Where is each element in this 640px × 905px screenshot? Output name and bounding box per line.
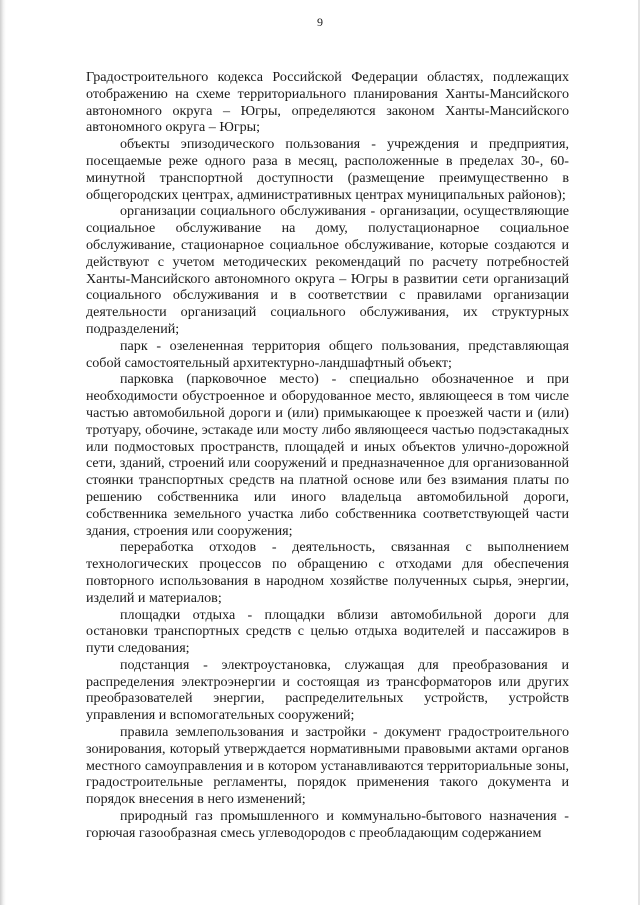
document-body [86, 69, 569, 842]
paragraph-1: Градостроительного кодекса Российской Федерации областях, подлежащих отображению на схеме территориального планирования Ханты-Мансийского автономного округа – Югры, определяются законом Ханты-Мансийского автономного округа – Югры; [86, 69, 569, 136]
paragraph-3: организации социального обслуживания - организации, осуществляющие социальное обслуживание на дому, полустационарное социальное обслуживание, стационарное социальное обслуживание, которые создаются и действуют с учетом методических рекомендаций по расчету потребностей Ханты-Мансийского автономного округа – Югры в развитии сети организаций социального обслуживания и в соответствии с правилами организации деятельности организаций социального обслуживания, их структурных подразделений; [86, 203, 569, 337]
paragraph-9: правила землепользования и застройки - документ градостроительного зонирования, который утверждается нормативными правовыми актами органов местного самоуправления и в котором устанавливаются территориальные зоны, градостроительные регламенты, порядок применения такого документа и порядок внесения в него изменений; [86, 724, 569, 808]
paragraph-5: парковка (парковочное место) - специально обозначенное и при необходимости обустроенное и оборудованное место, являющееся в том числе частью автомобильной дороги и (или) примыкающее к проезжей части и (или) тротуару, обочине, эстакаде или мосту либо являющееся частью подэстакадных или подмостовых пространств, площадей и иных объектов улично-дорожной сети, зданий, строений или сооружений и предназначенное для организованной стоянки транспортных средств на платной основе или без взимания платы по решению собственника или иного владельца автомобильной дороги, собственника земельного участка либо собственника соответствующей части здания, строения или сооружения; [86, 371, 569, 539]
scan-edge-left [0, 0, 6, 905]
paragraph-10: природный газ промышленного и коммунально-бытового назначения - горючая газообразная смесь углеводородов с преобладающим содержанием [86, 808, 569, 841]
paragraph-2: объекты эпизодического пользования - учреждения и предприятия, посещаемые реже одного раза в месяц, расположенные в пределах 30-, 60-минутной транспортной доступности (размещение преимущественно в общегородских центрах, административных центрах муниципальных районов); [86, 136, 569, 203]
paragraph-8: подстанция - электроустановка, служащая для преобразования и распределения электроэнергии и состоящая из трансформаторов или других преобразователей энергии, распределительных устройств, устройств управления и вспомогательных сооружений; [86, 656, 569, 724]
page-number: 9 [317, 15, 323, 29]
paragraph-4: парк - озелененная территория общего пользования, представляющая собой самостоятельный архитектурно-ландшафтный объект; [86, 337, 569, 371]
paragraph-6: переработка отходов - деятельность, связанная с выполнением технологических процессов по обращению с отходами для обеспечения повторного использования в народном хозяйстве полученных сырья, энергии, изделий и материалов; [86, 539, 569, 606]
paragraph-7: площадки отдыха - площадки вблизи автомобильной дороги для остановки транспортных средств с целью отдыха водителей и пассажиров в пути следования; [86, 606, 569, 657]
